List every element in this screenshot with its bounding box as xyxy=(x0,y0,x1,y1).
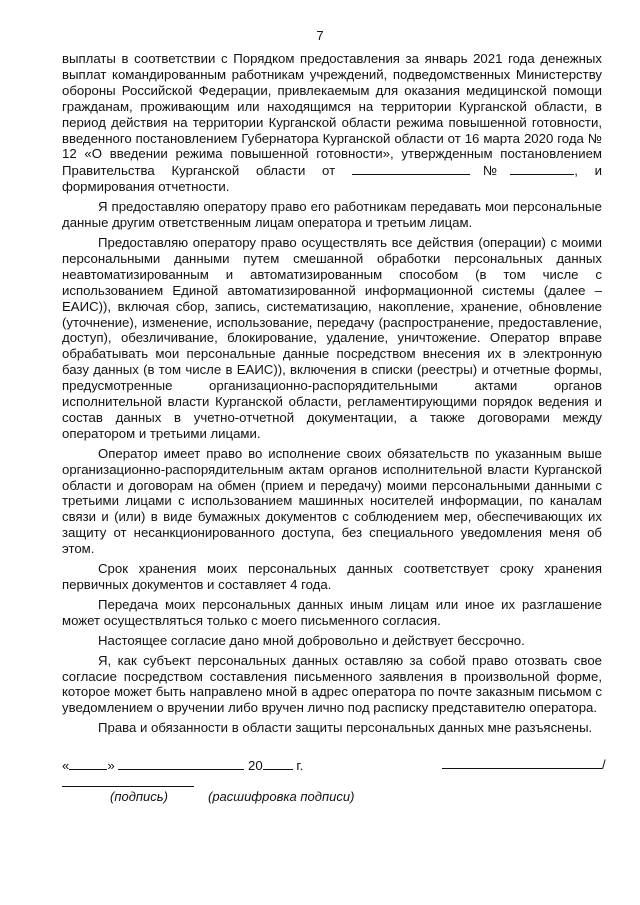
decree-number-blank xyxy=(510,162,574,175)
paragraph-rights-explained: Права и обязанности в области защиты персональных данных мне разъяснены. xyxy=(98,720,593,736)
page-number: 7 xyxy=(316,28,324,43)
date-line xyxy=(62,757,604,775)
decree-date-blank xyxy=(352,162,470,175)
paragraph-disclosure: Передача моих персональных данных иным лицам или иное их разглашение может осуществляться только с моего письменного согласия. xyxy=(62,596,602,628)
paragraph-processing-actions: Предоставляю оператору право осуществлять все действия (операции) с моими персональными данными путем смешанной обработки персональных данных неавтоматизированным и автоматизированным способом (в том числе с использованием Единой автоматизированной информационной системы (далее – ЕАИС)), включая сбор, запись, систематизацию, накопление, хранение, обновление (уточнение), изменение, использование, передачу (распространение, предоставление, доступ), обезличивание, блокирование, удаление, уничтожение. Оператор вправе обрабатывать мои персональные данные посредством внесения их в электронную базу данных (в том числе в ЕАИС)), включения в списки (реестры) и отчетные формы, предусмотренные организационно-распорядительными актами органов исполнительной власти Курганской области, регламентирующими порядок ведения и состав данных в учетно-отчетной документации, а также договорами между оператором и третьими лицами. xyxy=(62,234,602,441)
paragraph-storage-term: Срок хранения моих персональных данных соответствует сроку хранения первичных документов и составляет 4 года. xyxy=(62,561,602,592)
document-body xyxy=(62,51,602,740)
signature-underline xyxy=(62,786,194,787)
paragraph-purpose-ending: , и формирования отчетности. xyxy=(62,163,602,195)
signature-separator: / xyxy=(602,757,606,772)
signature-caption: (подпись) xyxy=(110,789,168,804)
number-sign: № xyxy=(469,163,511,179)
signature-block xyxy=(62,786,402,816)
signature-line[interactable] xyxy=(442,768,602,769)
year-blank[interactable] xyxy=(263,757,293,770)
paragraph-operator-rights: Оператор имеет право во исполнение своих обязательств по указанным выше организационно-распорядительным актам органов исполнительной власти Курганской области и договорам на обмен (прием и передачу) моими персональными данными с третьими лицами с использованием машинных носителей информации, по каналам связи и (или) в виде бумажных документов с соблюдением мер, обеспечивающих их защиту от несанкционированного доступа, без специального уведомления меня об этом. xyxy=(62,445,602,557)
paragraph-withdrawal: Я, как субъект персональных данных оставляю за собой право отозвать свое согласие посредством составления письменного заявления в произвольной форме, которое может быть направлено мной в адрес оператора по почте заказным письмом с уведомлением о вручении либо вручен лично под расписку представителю оператора. xyxy=(62,652,602,716)
decoding-caption: (расшифровка подписи) xyxy=(208,789,355,804)
paragraph-voluntary-consent: Настоящее согласие дано мной добровольно и действует бессрочно. xyxy=(98,632,525,648)
paragraph-transfer-right: Я предоставляю оператору право его работникам передавать мои персональные данные другим ответственным лицам оператора и третьим лицам. xyxy=(62,199,602,231)
paragraph-purpose xyxy=(62,51,602,195)
month-blank[interactable] xyxy=(118,757,244,770)
paragraph-purpose-text: выплаты в соответствии с Порядком предоставления за январь 2021 года денежных выплат командированным работникам учреждений, подведомственных Министерству обороны Российской Федерации, привлекаемым для оказания медицинской помощи гражданам, проживающим или находящимся на территории Курганской области, в период действия на территории Курганской области режима повышенной готовности, введенного постановлением Губернатора Курганской области от 16 марта 2020 года № 12 «О введении режима повышенной готовности», утвержденным постановлением Правительства Курганской области от xyxy=(62,51,602,179)
date-field[interactable]: « » 20 г. xyxy=(62,758,304,773)
day-blank[interactable] xyxy=(69,757,107,770)
